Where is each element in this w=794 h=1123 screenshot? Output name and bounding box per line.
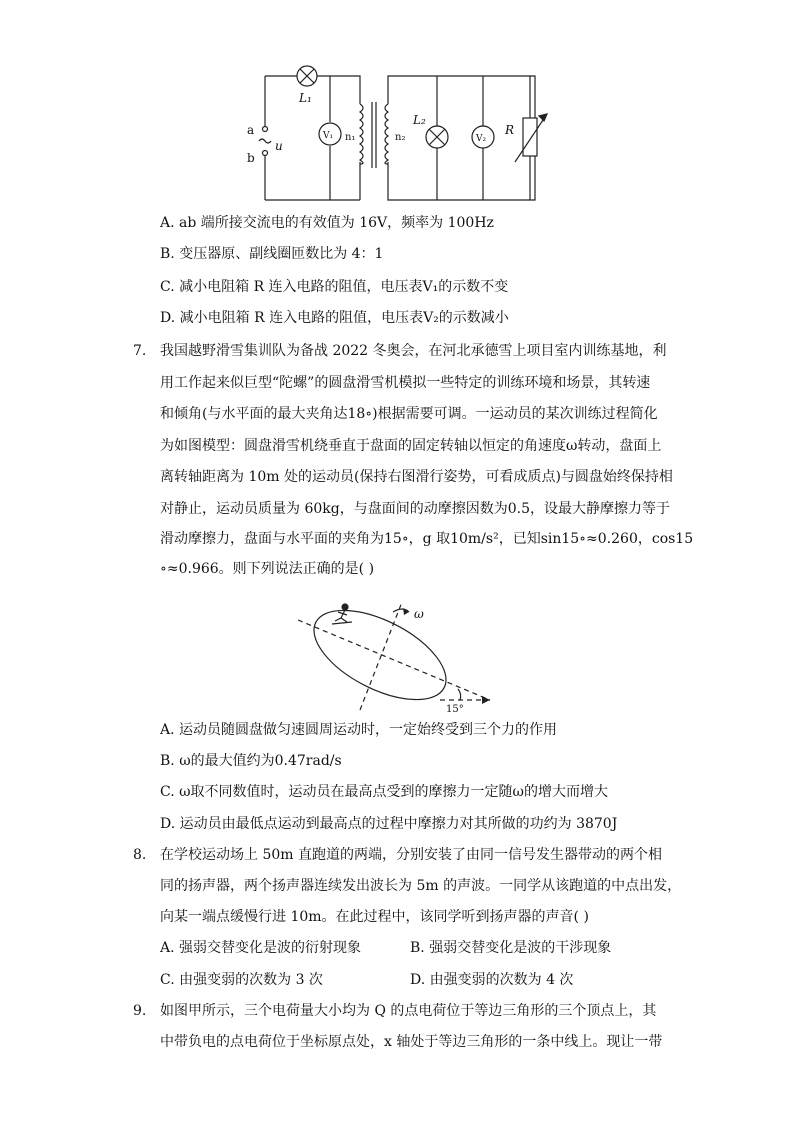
q8-option-c: C. 由强变弱的次数为 3 次: [160, 972, 323, 988]
label-n1: n₁: [345, 132, 356, 143]
label-V1: V₁: [323, 131, 334, 141]
skier-icon: [332, 604, 352, 624]
label-angle: 15°: [446, 704, 464, 715]
lamp-L1-icon: [297, 66, 317, 86]
q6-option-c: C. 减小电阻箱 R 连入电路的阻值，电压表V₁的示数不变: [160, 279, 509, 295]
q7-number: 7.: [133, 343, 147, 359]
q7-line-6: 对静止，运动员质量为 60kg，与盘面间的动摩擦因数为0.5，设最大静摩擦力等于: [160, 501, 670, 517]
q6-option-a: A. ab 端所接交流电的有效值为 16V，频率为 100Hz: [160, 215, 494, 231]
label-u: u: [275, 139, 283, 153]
label-omega: ω: [414, 607, 424, 621]
q7-line-8: ∘≈0.966。则下列说法正确的是( ): [160, 561, 375, 577]
q7-option-c: C. ω取不同数值时，运动员在最高点受到的摩擦力一定随ω的增大而增大: [160, 784, 608, 800]
q7-option-d: D. 运动员由最低点运动到最高点的过程中摩擦力对其所做的功约为 3870J: [160, 816, 618, 832]
label-a: a: [247, 123, 255, 137]
rotating-disk-diagram: [290, 600, 510, 715]
q6-option-b: B. 变压器原、副线圈匝数比为 4：1: [160, 246, 384, 262]
q8-line-3: 向某一端点缓慢行进 10m。在此过程中，该同学听到扬声器的声音( ): [160, 909, 589, 925]
q7-line-4: 为如图模型：圆盘滑雪机绕垂直于盘面的固定转轴以恒定的角速度ω转动，盘面上: [160, 438, 662, 454]
q9-line-1: 如图甲所示，三个电荷量大小均为 Q 的点电荷位于等边三角形的三个顶点上，其: [160, 1003, 657, 1019]
q8-line-2: 同的扬声器，两个扬声器连续发出波长为 5m 的声波。一同学从该跑道的中点出发，: [160, 878, 682, 894]
q7-line-1: 我国越野滑雪集训队为备战 2022 冬奥会，在河北承德雪上项目室内训练基地，利: [160, 343, 667, 359]
q7-line-2: 用工作起来似巨型“陀螺”的圆盘滑雪机模拟一些特定的训练环境和场景，其转速: [160, 375, 651, 391]
q7-option-a: A. 运动员随圆盘做匀速圆周运动时，一定始终受到三个力的作用: [160, 722, 558, 738]
lamp-L2-icon: [426, 126, 448, 148]
q6-option-d: D. 减小电阻箱 R 连入电路的阻值，电压表V₂的示数减小: [160, 310, 509, 326]
q8-number: 8.: [133, 847, 147, 863]
q9-number: 9.: [133, 1003, 147, 1019]
q7-option-b: B. ω的最大值约为0.47rad/s: [160, 753, 342, 769]
label-V2: V₂: [476, 134, 487, 144]
q9-line-2: 中带负电的点电荷位于坐标原点处，x 轴处于等边三角形的一条中线上。现让一带: [160, 1034, 663, 1050]
label-R: R: [505, 123, 515, 137]
label-n2: n₂: [395, 132, 406, 143]
q8-option-d: D. 由强变弱的次数为 4 次: [410, 972, 574, 988]
rheostat-R-icon: [515, 114, 547, 162]
q7-line-3: 和倾角(与水平面的最大夹角达18∘)根据需要可调。一运动员的某次训练过程简化: [160, 406, 658, 422]
q8-line-1: 在学校运动场上 50m 直跑道的两端，分别安装了由同一信号发生器带动的两个相: [160, 847, 662, 863]
q7-line-7: 滑动摩擦力，盘面与水平面的夹角为15∘，g 取10m/s²，已知sin15∘≈0.260，cos15: [160, 531, 694, 547]
q8-option-a: A. 强弱交替变化是波的衍射现象: [160, 940, 362, 956]
transformer-circuit-diagram: [247, 62, 555, 207]
q7-line-5: 离转轴距离为 10m 处的运动员(保持右图滑行姿势，可看成质点)与圆盘始终保持相: [160, 469, 673, 485]
q8-option-b: B. 强弱交替变化是波的干涉现象: [410, 940, 612, 956]
label-L2: L₂: [413, 113, 426, 127]
label-b: b: [247, 151, 255, 165]
label-L1: L₁: [299, 91, 312, 105]
terminal-ab-icon: [259, 127, 271, 156]
